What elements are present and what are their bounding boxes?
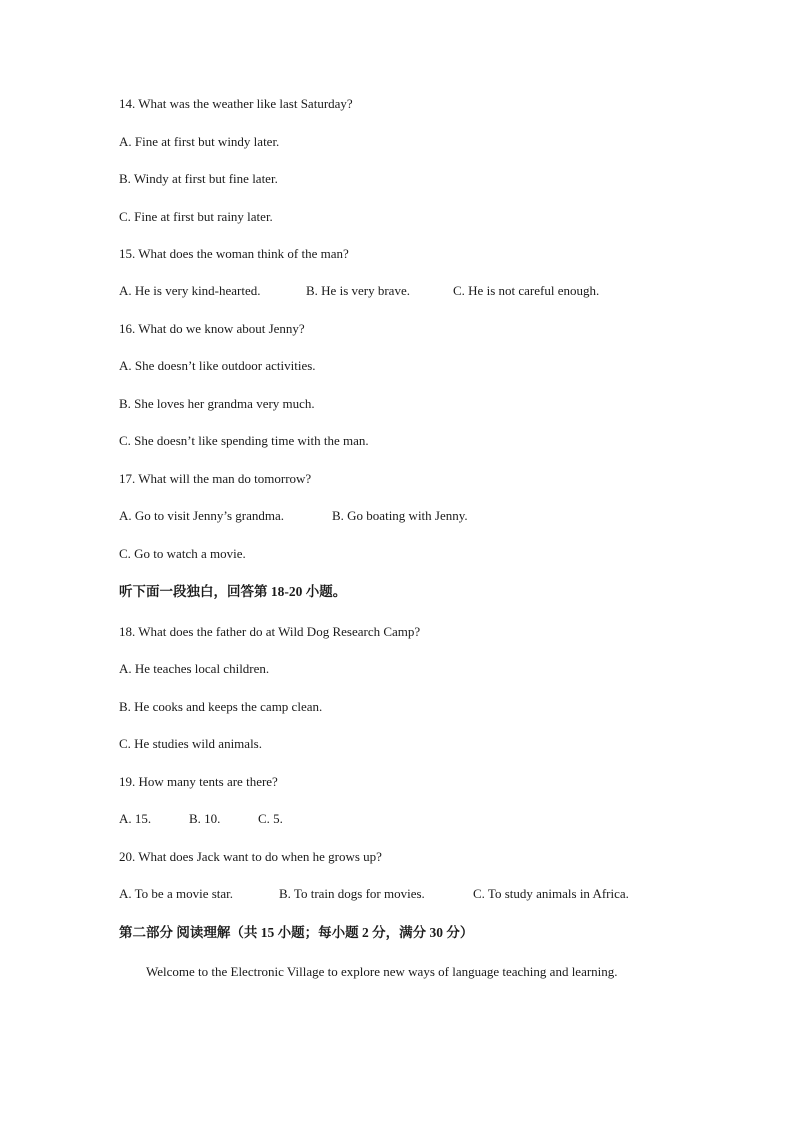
q14-option-c: C. Fine at first but rainy later. xyxy=(119,209,273,224)
q17-option-b: B. Go boating with Jenny. xyxy=(332,508,468,523)
q19-options xyxy=(119,811,283,827)
question-19: 19. How many tents are there? xyxy=(119,774,278,789)
q16-option-a: A. She doesn’t like outdoor activities. xyxy=(119,358,316,373)
question-14: 14. What was the weather like last Saturday? xyxy=(119,96,353,111)
section-heading-monologue: 听下面一段独白，回答第 18-20 小题。 xyxy=(119,584,347,599)
q18-option-a: A. He teaches local children. xyxy=(119,661,270,676)
q15-option-a: A. He is very kind-hearted. xyxy=(119,283,261,298)
question-20: 20. What does Jack want to do when he grows up? xyxy=(119,849,382,864)
q19-option-b: B. 10. xyxy=(189,811,221,826)
q17-option-a: A. Go to visit Jenny’s grandma. xyxy=(119,508,285,523)
q18-option-b: B. He cooks and keeps the camp clean. xyxy=(119,699,323,714)
q15-option-c: C. He is not careful enough. xyxy=(453,283,600,298)
question-17: 17. What will the man do tomorrow? xyxy=(119,471,312,486)
section-heading-reading: 第二部分 阅读理解（共 15 小题；每小题 2 分，满分 30 分） xyxy=(119,925,474,940)
question-15: 15. What does the woman think of the man? xyxy=(119,246,349,261)
q14-option-a: A. Fine at first but windy later. xyxy=(119,134,280,149)
q16-option-b: B. She loves her grandma very much. xyxy=(119,396,315,411)
question-16: 16. What do we know about Jenny? xyxy=(119,321,305,336)
q18-option-c: C. He studies wild animals. xyxy=(119,736,262,751)
q17-options xyxy=(119,508,468,524)
q14-option-b: B. Windy at first but fine later. xyxy=(119,171,278,186)
q17-option-c: C. Go to watch a movie. xyxy=(119,546,246,561)
reading-passage-intro: Welcome to the Electronic Village to explore new ways of language teaching and learning. xyxy=(146,964,618,979)
q20-option-a: A. To be a movie star. xyxy=(119,886,234,901)
q20-option-c: C. To study animals in Africa. xyxy=(473,886,629,901)
question-18: 18. What does the father do at Wild Dog Research Camp? xyxy=(119,624,421,639)
q15-option-b: B. He is very brave. xyxy=(306,283,410,298)
q16-option-c: C. She doesn’t like spending time with the man. xyxy=(119,433,369,448)
q15-options xyxy=(119,283,599,299)
q19-option-c: C. 5. xyxy=(258,811,283,826)
q20-options xyxy=(119,886,629,902)
q20-option-b: B. To train dogs for movies. xyxy=(279,886,425,901)
q19-option-a: A. 15. xyxy=(119,811,152,826)
